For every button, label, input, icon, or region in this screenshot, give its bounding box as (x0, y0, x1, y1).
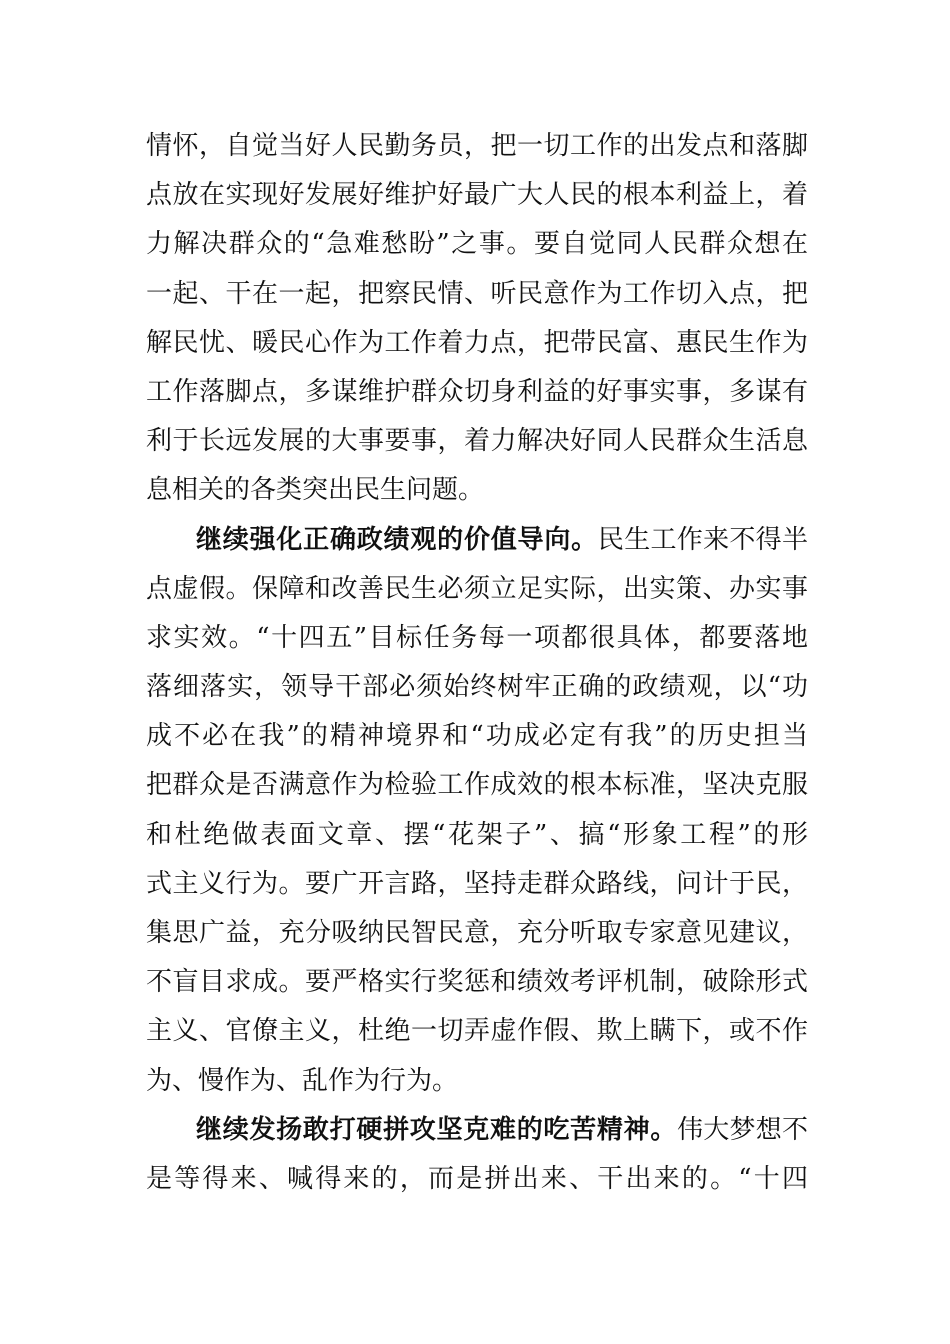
paragraph-first-line (146, 516, 808, 565)
paragraph-heading: 继续强化正确政绩观的价值导向。 (196, 524, 598, 555)
text-line: 息相关的各类突出民生问题。 (146, 475, 485, 506)
first-line-text: 伟大梦想不 (677, 1114, 808, 1145)
paragraph-2 (146, 516, 808, 1106)
text-line: 把群众是否满意作为检验工作成效的根本标准，坚决克服 (146, 770, 808, 801)
text-line: 主义、官僚主义，杜绝一切弄虚作假、欺上瞒下，或不作 (146, 1016, 808, 1047)
text-line: 落细落实，领导干部必须始终树牢正确的政绩观，以“功 (146, 672, 808, 703)
text-line: 点放在实现好发展好维护好最广大人民的根本利益上，着 (146, 180, 808, 211)
paragraph-heading: 继续发扬敢打硬拼攻坚克难的吃苦精神。 (196, 1114, 678, 1145)
body-text (146, 122, 808, 1204)
text-line: 情怀，自觉当好人民勤务员，把一切工作的出发点和落脚 (146, 131, 808, 161)
text-line: 利于长远发展的大事要事，着力解决好同人民群众生活息 (146, 426, 808, 457)
paragraph-1 (146, 122, 808, 516)
text-line: 不盲目求成。要严格实行奖惩和绩效考评机制，破除形式 (146, 967, 808, 998)
text-line: 式主义行为。要广开言路，坚持走群众路线，问计于民， (146, 868, 808, 899)
text-line: 和杜绝做表面文章、摆“花架子”、搞“形象工程”的形 (146, 819, 808, 850)
paragraph-first-line (146, 1106, 808, 1155)
text-line: 集思广益，充分吸纳民智民意，充分听取专家意见建议， (146, 918, 808, 948)
text-line: 工作落脚点，多谋维护群众切身利益的好事实事，多谋有 (146, 376, 808, 407)
paragraph-3 (146, 1106, 808, 1204)
text-line: 为、慢作为、乱作为行为。 (146, 1065, 459, 1096)
text-line: 解民忧、暖民心作为工作着力点，把带民富、惠民生作为 (146, 327, 808, 358)
text-line: 是等得来、喊得来的，而是拼出来、干出来的。“十四 (146, 1163, 808, 1194)
text-line: 点虚假。保障和改善民生必须立足实际，出实策、办实事 (146, 573, 808, 604)
text-line: 求实效。“十四五”目标任务每一项都很具体，都要落地 (146, 622, 808, 653)
text-line: 一起、干在一起，把察民情、听民意作为工作切入点，把 (146, 278, 808, 309)
text-line: 成不必在我”的精神境界和“功成必定有我”的历史担当 (146, 721, 808, 752)
first-line-text: 民生工作来不得半 (597, 524, 808, 555)
text-line: 力解决群众的“急难愁盼”之事。要自觉同人民群众想在 (146, 229, 808, 260)
